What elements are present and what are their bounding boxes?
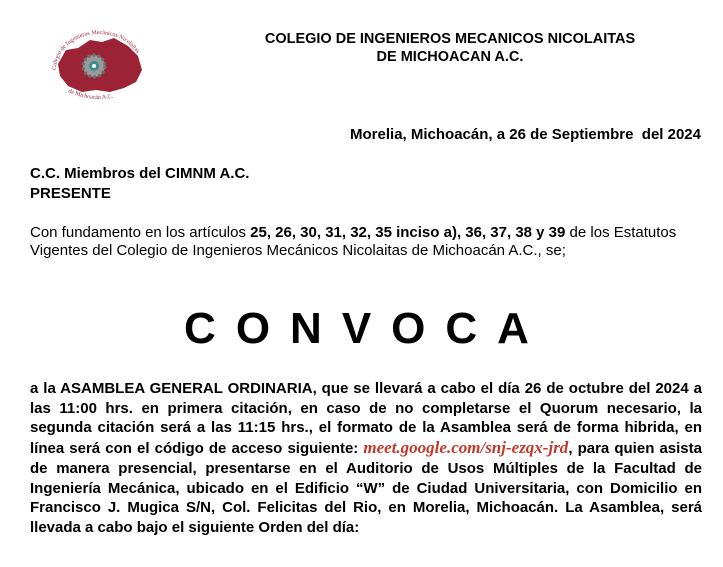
cimnm-logo [44,26,154,106]
recipient-line1: C.C. Miembros del CIMNM A.C. [30,165,250,182]
convoca-title: CONVOCA [184,304,549,353]
logo-text-bottom: de Michoacán A.C. [67,88,114,102]
intro-text-2: de los Estatutos Vigentes del Colegio de Ingenieros Mecánicos Nicolaitas de Michoacán A.C., se; [30,224,677,259]
intro-paragraph [30,224,703,260]
recipient-line2: PRESENTE [30,185,111,202]
convocation-body [30,379,702,538]
logo-text-top: Colegio de Ingenieros Mecánicos Nicolaitas [51,29,141,71]
organization-name-line1: COLEGIO DE INGENIEROS MECANICOS NICOLAITAS [264,31,636,47]
date-line: Morelia, Michoacán, a 26 de Septiembre del 2024 [350,126,701,143]
body-text-after-link: , para quien asista de manera presencial, presentarse en el Auditorio de Usos Múltiples de la Facultad de Ingeniería Mecánica, ubicado en el Edificio “W” de Ciudad Universitaria, con Domicilio en Francisco J. Mugica S/N, Col. Felicitas del Rio, en Morelia, Michoacán. La Asamblea, será llevada a cabo bajo el siguiente Orden del día: [30,440,702,536]
meet-link[interactable]: meet.google.com/snj-ezqx-jrd [363,438,569,458]
organization-name-line2: DE MICHOACAN A.C. [376,49,524,65]
organization-name [200,30,700,66]
body-text-before-link: a la ASAMBLEA GENERAL ORDINARIA, que se llevará a cabo el día 26 de octubre del 2024 a las 11:00 hrs. en primera citación, en caso de no completarse el Quorum necesario, la segunda citación será a las 11:15 hrs., el formato de la Asamblea será de forma hibrida, en línea será con el código de acceso siguiente: [30,380,702,458]
intro-text-1: Con fundamento en los artículos [30,224,251,241]
recipient-block [30,164,249,204]
intro-articles: 25, 26, 30, 31, 32, 35 inciso a), 36, 37, 38 y 39 [250,224,566,241]
